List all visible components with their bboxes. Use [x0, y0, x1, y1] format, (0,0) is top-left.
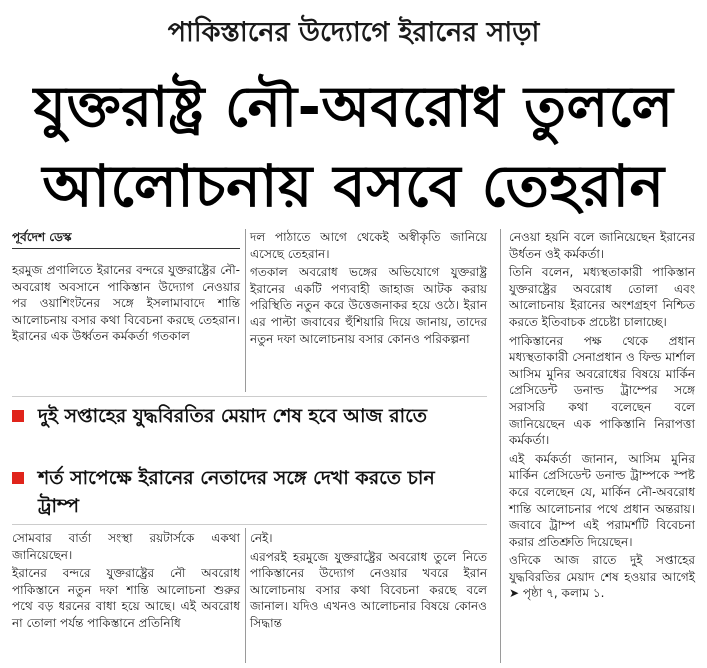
paragraph: নেওয়া হয়নি বলে জানিয়েছেন ইরানের উর্ধতন ওই কর্মকর্তা। — [509, 230, 695, 261]
highlight-divider — [12, 524, 487, 525]
highlight-text: শর্ত সাপেক্ষে ইরানের নেতাদের সঙ্গে দেখা করতে চান ট্রাম্প — [38, 467, 435, 517]
paragraph: দল পাঠাতে আগে থেকেই অস্বীকৃতি জানিয়ে এসেছে তেহরান। — [250, 230, 487, 261]
red-square-bullet-icon — [12, 410, 24, 422]
paragraph: তিনি বলেন, মধ্যস্থতাকারী পাকিস্তান যুক্তরাষ্ট্রের অবরোধ তোলা এবং আলোচনায় ইরানের অংশগ্রহণ নিশ্চিত করতে ইতিবাচক প্রচেষ্টা চালাচ্ছে। — [509, 265, 695, 329]
headline-line-1: যুক্তরাষ্ট্র নৌ-অবরোধ তুললে — [33, 75, 674, 140]
highlight-text: দুই সপ্তাহের যুদ্ধবিরতির মেয়াদ শেষ হবে আজ রাতে — [38, 405, 427, 427]
column-left-bottom — [12, 530, 240, 634]
paragraph: নেই। — [250, 531, 273, 545]
paragraph: পাকিস্তানের পক্ষ থেকে প্রধান মধ্যস্থতাকারী সেনাপ্রধান ও ফিল্ড মার্শাল আসিম মুনির অবরোধের বিষয়ে মার্কিন প্রেসিডেন্ট ডনাল্ড ট্রাম্পের সঙ্গে সরাসরি কথা বলেছেন বলে জানিয়েছেন এক পাকিস্তানি নিরাপত্তা কর্মকর্তা। — [509, 333, 695, 448]
column-left-top — [12, 262, 240, 347]
column-divider — [245, 229, 246, 392]
highlight-divider — [12, 396, 487, 397]
paragraph: সোমবার বার্তা সংস্থা রয়টার্সকে একথা জানিয়েছেন। — [12, 531, 240, 562]
highlight-2 — [12, 464, 482, 520]
red-square-bullet-icon — [12, 472, 24, 484]
byline-divider — [12, 248, 240, 249]
column-divider — [245, 528, 246, 663]
paragraph: এই কর্মকর্তা জানান, আসিম মুনির মার্কিন প্রেসিডেন্ট ডনাল্ড ট্রাম্পকে স্পষ্ট করে বলেছেন যে, মার্কিন নৌ-অবরোধ শান্তি আলোচনার পথে প্রধান অন্তরায়। জবাবে ট্রাম্প এই পরামর্শটি বিবেচনা করার প্রতিশ্রুতি দিয়েছেন। — [509, 451, 695, 549]
paragraph: ওদিকে আজ রাতে দুই সপ্তাহের যুদ্ধবিরতির মেয়াদ শেষ হওয়ার আগেই ➤ পৃষ্ঠা ৭, কলাম ১. — [509, 553, 695, 601]
paragraph: হরমুজ প্রণালিতে ইরানের বন্দরে যুক্তরাষ্ট্রের নৌ-অবরোধ অবসানে পাকিস্তান উদ্যোগ নেওয়ার পর ওয়াশিংটনের সঙ্গে ইসলামাবাদে শান্তি আলোচনায় বসার কথা বিবেচনা করছে তেহরান। ইরানের এক উর্ধ্বতন কর্মকর্তা গতকাল — [12, 263, 240, 344]
paragraph: এরপরই হরমুজে যুক্তরাষ্ট্রের অবরোধ তুলে নিতে পাকিস্তানের উদ্যোগ নেওয়ার খবরে ইরান আলোচনায় বসার কথা বিবেচনা করছে বলে জানাল। যদিও এখনও আলোচনার বিষয়ে কোনও সিদ্ধান্ত — [250, 549, 487, 630]
kicker-headline: পাকিস্তানের উদ্যোগে ইরানের সাড়া — [167, 17, 540, 48]
paragraph: ইরানের বন্দরে যুক্তরাষ্ট্রের নৌ অবরোধ পাকিস্তানে নতুন দফা শান্তি আলোচনা শুরুর পথে বড় ধরনের বাধা হয়ে আছে। এই অবরোধ না তোলা পর্যন্ত পাকিস্তানে প্রতিনিধি — [12, 566, 240, 630]
column-middle-bottom — [250, 530, 487, 634]
highlight-1 — [12, 402, 482, 430]
byline: পূর্বদেশ ডেস্ক — [12, 230, 72, 244]
column-middle-top — [250, 229, 487, 349]
headline-line-2: আলোচনায় বসবে তেহরান — [42, 152, 665, 220]
column-right — [509, 229, 695, 604]
column-divider — [500, 229, 501, 663]
paragraph: গতকাল অবরোধ ভঙ্গের অভিযোগে যুক্তরাষ্ট্র ইরানের একটি পণ্যবাহী জাহাজ আটক করায় পরিস্থিতি নতুন করে উত্তেজনাকর হয়ে ওঠে। ইরান এর পাল্টা জবাবের হুঁশিয়ারি দিয়ে জানায়, তাদের নতুন দফা আলোচনায় বসার কোনও পরিকল্পনা — [250, 265, 487, 346]
